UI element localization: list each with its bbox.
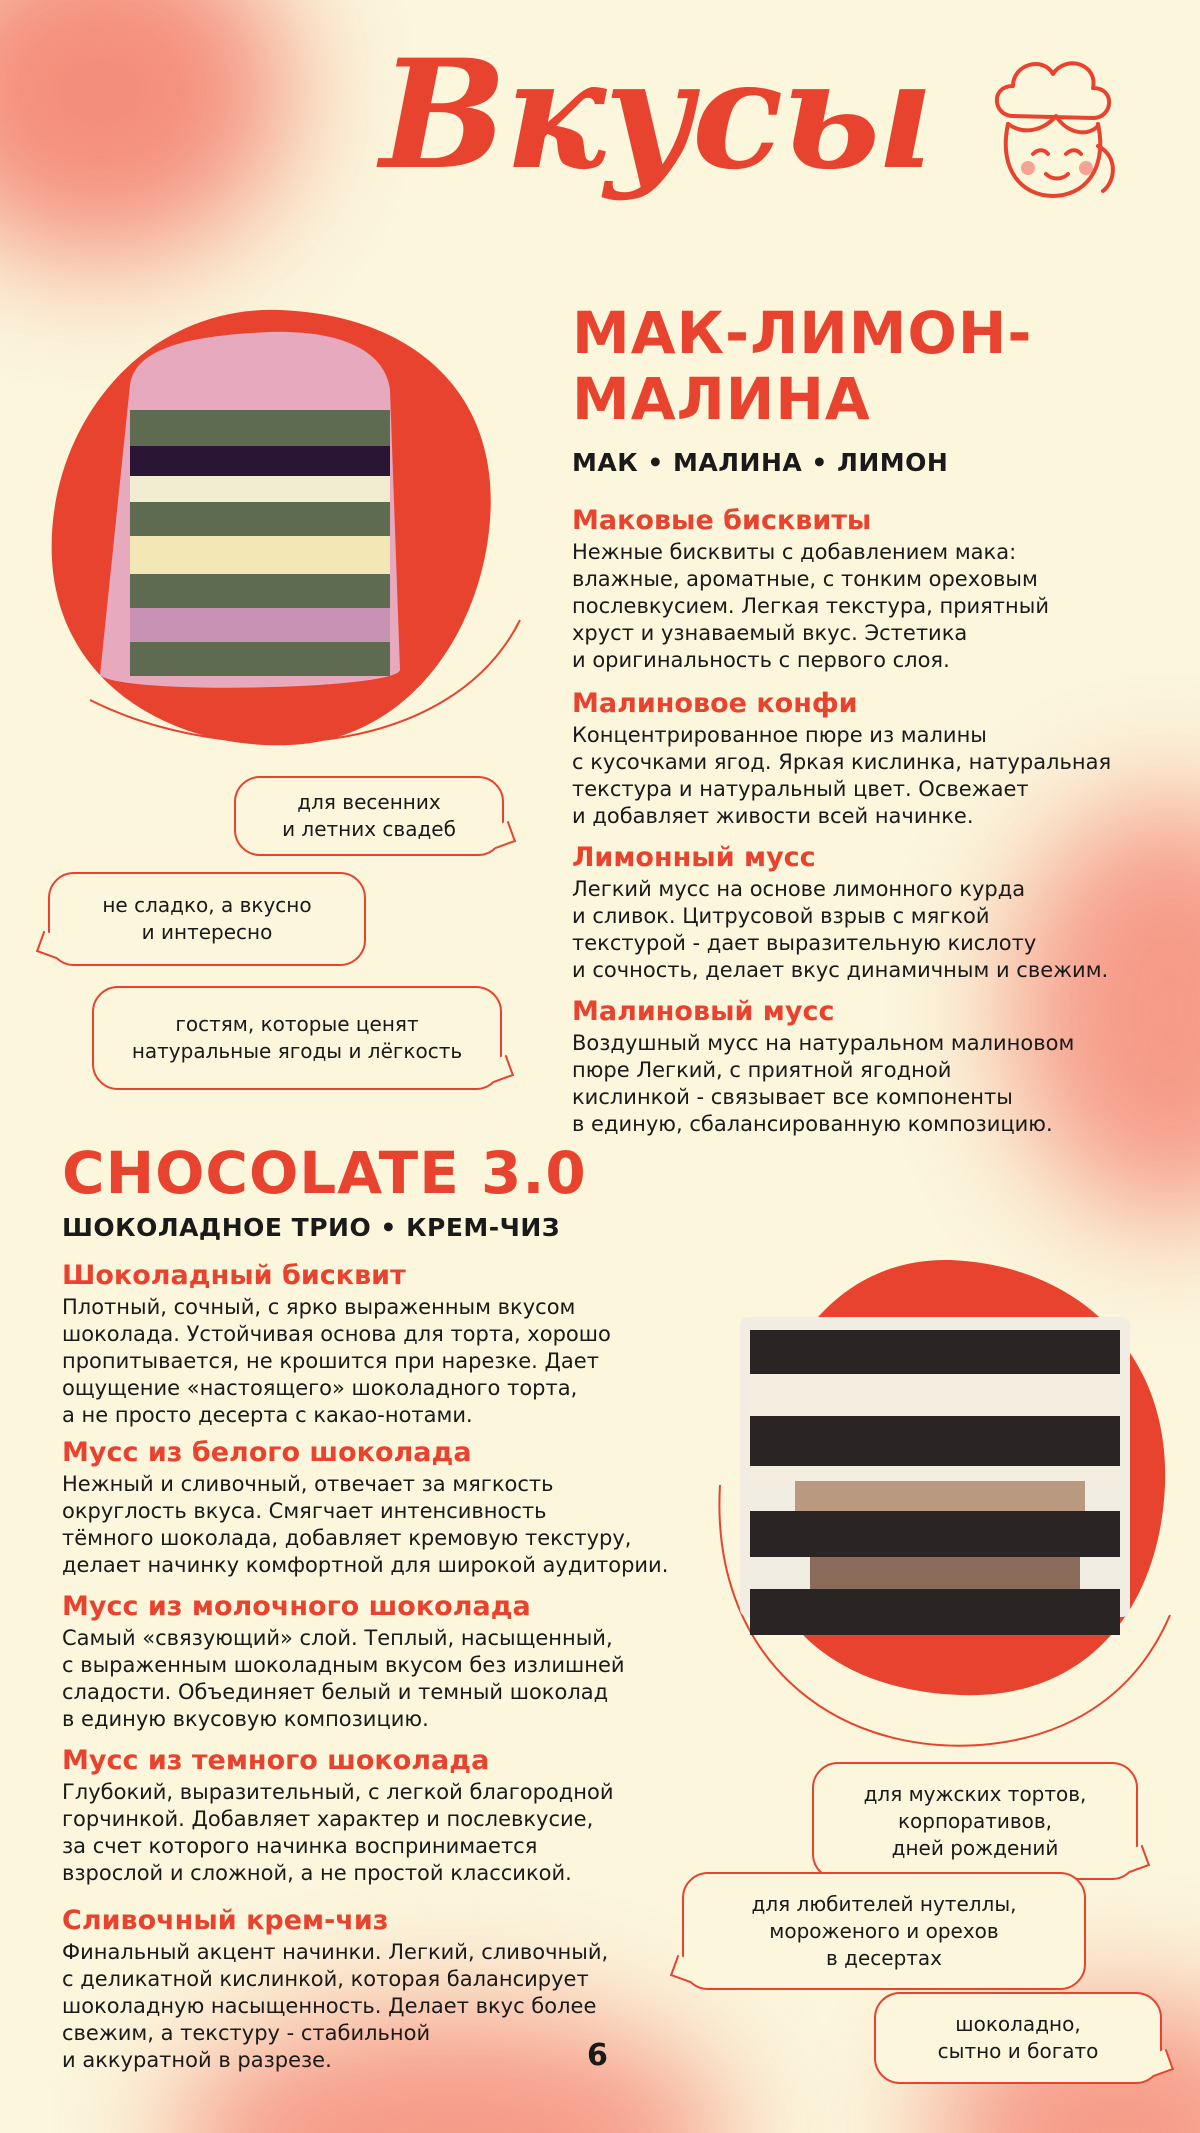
section-heading: Шоколадный бисквит (62, 1260, 406, 1291)
section-text: Нежный и сливочный, отвечает за мягкость округлость вкуса. Смягчает интенсивность тёмного шоколада, добавляет кремовую текстуру, делает начинку комфортной для широкой аудитории. (62, 1472, 669, 1577)
flavor-section (62, 1905, 608, 2074)
speech-bubble (234, 776, 504, 856)
cake-title-line: МАК-ЛИМОН- (572, 299, 1033, 367)
speech-bubble (812, 1762, 1138, 1880)
bubble-text: для любителей нутеллы, мороженого и орехов в десертах (751, 1891, 1017, 1970)
cake-subtitle: МАК • МАЛИНА • ЛИМОН (572, 448, 949, 477)
section-heading: Маковые бисквиты (572, 505, 872, 536)
bubble-text: шоколадно, сытно и богато (937, 2012, 1099, 2063)
section-heading: Малиновое конфи (572, 688, 858, 719)
cake-title-line: МАЛИНА (572, 365, 871, 433)
section-heading: Лимонный мусс (572, 842, 816, 873)
bubble-text: для мужских тортов, корпоративов, дней рождений (863, 1781, 1087, 1860)
section-heading: Мусс из белого шоколада (62, 1437, 472, 1468)
bubble-tail (488, 821, 516, 849)
cake-title (572, 300, 1032, 432)
section-text: Глубокий, выразительный, с легкой благородной горчинкой. Добавляет характер и послевкусие, за счет которого начинка воспринимается взрослой и сложной, а не простой классикой. (62, 1780, 614, 1885)
speech-bubble (92, 986, 502, 1090)
section-heading: Мусс из молочного шоколада (62, 1591, 531, 1622)
bubble-tail (1122, 1845, 1150, 1873)
chocolate-trio-cake-image (700, 1255, 1180, 1755)
section-text: Нежные бисквиты с добавлением мака: влажные, ароматные, с тонким ореховым послевкусием. Легкая текстура, приятный хруст и узнаваемый вкус. Эстетика и оригинальность с первого слоя. (572, 540, 1049, 672)
bubble-tail (670, 1955, 698, 1983)
speech-bubble (874, 1992, 1162, 2084)
flavor-section (62, 1591, 625, 1733)
section-text: Плотный, сочный, с ярко выраженным вкусом шоколада. Устойчивая основа для торта, хорошо пропитывается, не крошится при нарезке. Дает ощущение «настоящего» шоколадного торта, а не просто десерта с какао-нотами. (62, 1295, 611, 1427)
section-text: Концентрированное пюре из малины с кусочками ягод. Яркая кислинка, натуральная текстура и натуральный цвет. Освежает и добавляет живости всей начинке. (572, 723, 1112, 828)
section-text: Самый «связующий» слой. Теплый, насыщенный, с выраженным шоколадным вкусом без излишней сладости. Объединяет белый и темный шоколад в единую вкусовую композицию. (62, 1626, 625, 1731)
page-title: Вкусы (380, 27, 932, 203)
section-heading: Мусс из темного шоколада (62, 1745, 490, 1776)
bubble-tail (486, 1055, 514, 1083)
section-text: Финальный акцент начинки. Легкий, сливочный, с деликатной кислинкой, которая балансирует шоколадную насыщенность. Делает вкус более свежим, а текстуру - стабильной и аккуратной в разрезе. (62, 1940, 609, 2072)
section-heading: Малиновый мусс (572, 996, 835, 1027)
poppy-lemon-raspberry-cake-image (30, 290, 530, 770)
flavor-section (572, 505, 1049, 674)
flavor-section (62, 1437, 668, 1579)
bubble-text: для весенних и летних свадеб (282, 790, 456, 841)
bubble-text: не сладко, а вкусно и интересно (102, 893, 312, 944)
bubble-tail (36, 931, 64, 959)
flavor-section (572, 842, 1108, 984)
chef-girl-icon (978, 46, 1128, 206)
bubble-text: гостям, которые ценят натуральные ягоды и лёгкость (131, 1012, 463, 1063)
section-heading: Сливочный крем-чиз (62, 1905, 389, 1936)
page-number: 6 (587, 2038, 608, 2073)
flavor-section (62, 1745, 614, 1887)
decor-glow (0, 0, 290, 260)
cake-title: CHOCOLATE 3.0 (62, 1139, 587, 1207)
speech-bubble (48, 872, 366, 966)
section-text: Воздушный мусс на натуральном малиновом пюре Легкий, с приятной ягодной кислинкой - связывает все компоненты в единую, сбалансированную композицию. (572, 1031, 1075, 1136)
flavor-section (572, 688, 1111, 830)
section-text: Легкий мусс на основе лимонного курда и сливок. Цитрусовой взрыв с мягкой текстурой - дает выразительную кислоту и сочность, делает вкус динамичным и свежим. (572, 877, 1109, 982)
flavor-section (572, 996, 1074, 1138)
flavor-section (62, 1260, 611, 1429)
speech-bubble (682, 1872, 1086, 1990)
cake-subtitle: ШОКОЛАДНОЕ ТРИО • КРЕМ-ЧИЗ (62, 1213, 561, 1242)
